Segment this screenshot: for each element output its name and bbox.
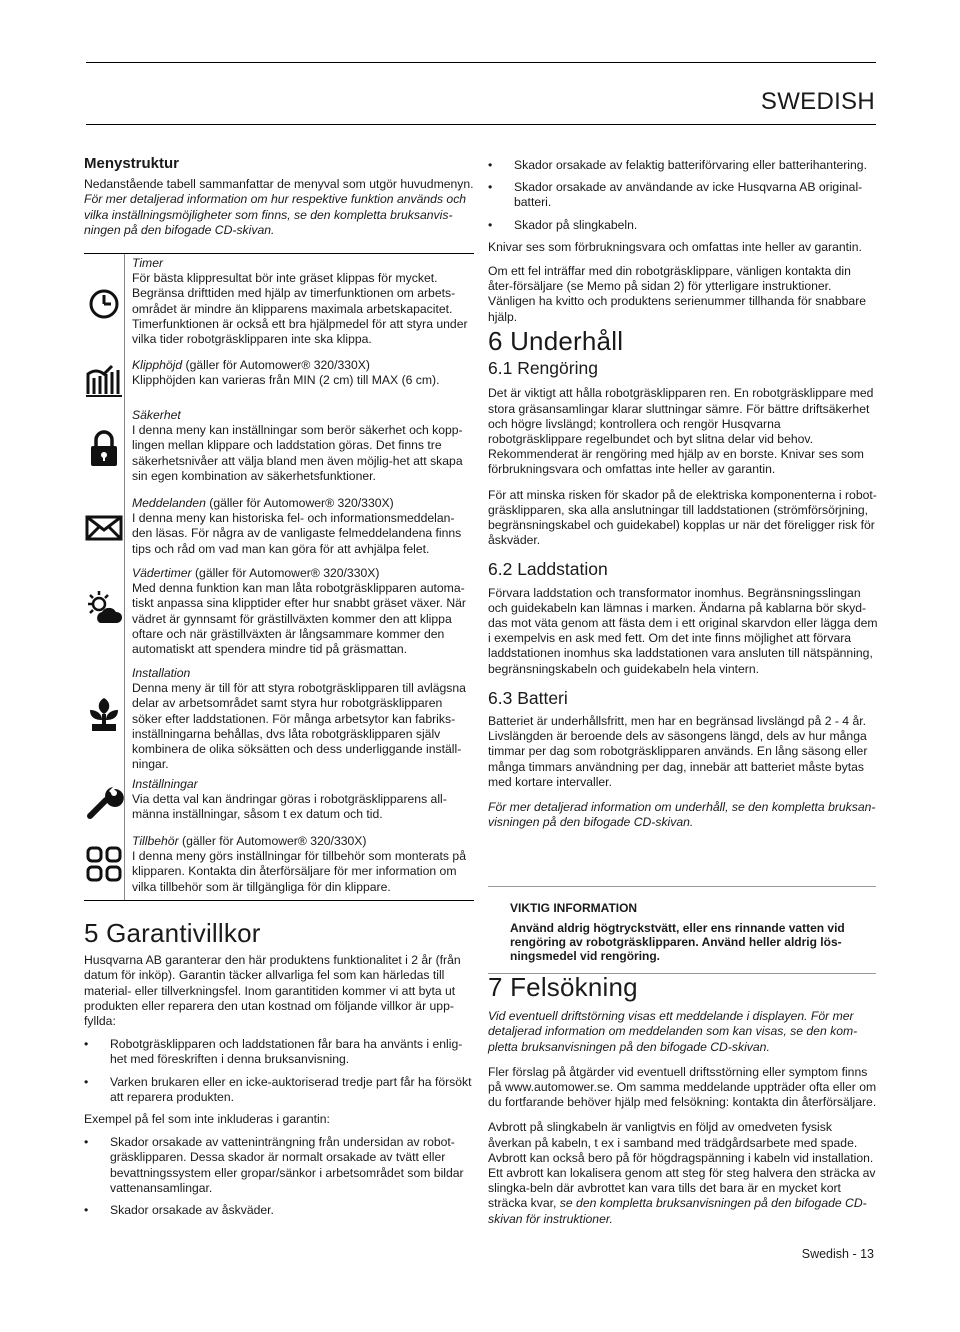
cleaning-p1: Det är viktigt att hålla robotgräsklipparen ren. En robotgräsklippare med stora gräsansamlingar klarar sluttningar sämre. För bättre driftsäkerhet och högre livslängd; kontrollera och rengör Husqvarna robotgräsklippare regelbundet och byt slitna delar vid behov. Rekommenderat är rengöring med hjälp av en borste. Knivar ses som förbrukningsvara och omfattas inte heller av garantin. — [488, 386, 874, 477]
accessories-grid-icon — [84, 844, 124, 884]
menu-intro-plain: Nedanstående tabell sammanfattar de menyval som utgör huvudmenyn. — [84, 177, 474, 192]
cleaning-title: 6.1 Rengöring — [488, 358, 598, 379]
menu-item-title: Vädertimer — [132, 566, 192, 580]
menu-item-title-suffix: (gäller för Automower® 320/330X) — [205, 496, 394, 510]
troubleshooting-p3 — [488, 1120, 878, 1226]
warranty-knivar: Knivar ses som förbrukningsvara och omfattas inte heller av garantin. — [488, 239, 862, 254]
menu-item-messages — [84, 496, 474, 562]
menu-item-accessories — [84, 834, 474, 898]
menu-item-cutting-height — [84, 358, 474, 402]
menu-item-title: Tillbehör — [132, 834, 179, 848]
warranty-exclusions-title: Exempel på fel som inte inkluderas i garantin: — [84, 1112, 330, 1127]
station-p: Förvara laddstation och transformator inomhus. Begränsningsslingan och guidekabeln kan lämnas i marken. Ändarna på kablarna bör skyd-das mot väta genom att fästa dem i ett original skarvdon eller lägga dem i exempelvis en ask med fett. Om det inte finns möjlighet att förvara laddstationen inomhus ska laddstationen vara ansluten till nätspänning, begränsningskabeln och guidekabeln hela vintern. — [488, 585, 878, 676]
important-label: VIKTIG INFORMATION — [510, 901, 638, 915]
warranty-conditions — [84, 1037, 474, 1105]
menu-table-top-rule — [84, 253, 474, 254]
menu-table-bottom-rule — [84, 900, 474, 901]
troubleshooting-p3-italic: se den kompletta bruksanvisningen på den bifogade CD-skivan för instruktioner. — [488, 1196, 867, 1226]
list-item: • Skador på slingkabeln. — [488, 218, 878, 233]
menu-item-body: Denna meny är till för att styra robotgräsklipparen till avlägsna delar av arbetsområdet samt styra hur robotgräsklipparen söker efter laddstationen. För många arbetsytor kan fabriks-inställningarna behållas, dvs låta robotgräsklipparen själv kombinera de olika söksätten och dess underliggande inställ-ningar. — [132, 681, 466, 772]
warranty-intro: Husqvarna AB garanterar den här produktens funktionalitet i 2 år (från datum för inköp). Garantin täcker allvarliga fel som kan härledas till material- eller tillverkningsfel. Inom garantitiden kommer vi att byta ut produkten eller reparera den utan kostnad om följande villkor är upp-fyllda: — [84, 953, 461, 1029]
menu-item-title: Timer — [132, 256, 164, 270]
important-info-box — [488, 886, 876, 974]
warranty-continued — [488, 158, 878, 325]
envelope-icon — [84, 508, 124, 548]
menu-item-body: I denna meny kan historiska fel- och informationsmeddelan-den läsas. För några av de vanligaste felmeddelandena finns tips och råd om vad man kan göra för att avhjälpa felet. — [132, 511, 462, 556]
troubleshooting-title: 7 Felsökning — [488, 972, 638, 1002]
menu-item-title: Meddelanden — [132, 496, 206, 510]
padlock-icon — [84, 428, 124, 468]
menu-item-weather-timer — [84, 566, 474, 662]
troubleshooting-p1: Vid eventuell driftstörning visas ett meddelande i displayen. För mer detaljerad information om meddelanden som kan visas, se den kom-pletta bruksanvisningen på den bifogade CD-skivan. — [488, 1009, 858, 1054]
wrench-icon — [84, 781, 124, 821]
top-rule — [86, 62, 876, 63]
list-item: • Skador orsakade av åskväder. — [84, 1203, 474, 1218]
battery-title: 6.3 Batteri — [488, 687, 568, 708]
menu-intro-italic: För mer detaljerad information om hur respektive funktion används och vilka inställningsmöjligheter som finns, se den kompletta bruksanvis-ningen på den bifogade CD-skivan. — [84, 192, 467, 237]
menu-item-body: För bästa klippresultat bör inte gräset klippas för mycket. Begränsa drifttiden med hjälp av timerfunktionen om arbets-området är mindre än klipparens maximala arbetskapacitet. Timerfunktionen är också ett bra hjälpmedel för att styra under vilka tider robotgräsklipparen inte ska klippa. — [132, 271, 468, 347]
maintenance-section — [488, 326, 878, 830]
troubleshooting-section — [488, 972, 878, 1227]
warranty-contact: Om ett fel inträffar med din robotgräsklippare, vänligen kontakta din åter-försäljare (se Memo på sidan 2) för ytterligare instruktioner. Vänligen ha kvitto och produktens serienummer tillhanda för snabbare hjälp. — [488, 264, 867, 324]
warranty-title: 5 Garantivillkor — [84, 918, 261, 948]
battery-italic: För mer detaljerad information om underhåll, se den kompletta bruksan-visningen på den bifogade CD-skivan. — [488, 800, 876, 830]
warranty-exclusions-continued — [488, 158, 878, 233]
list-item: • Skador orsakade av vatteninträngning från undersidan av robot-gräsklipparen. Dessa skador är normalt orsakade av tvätt eller bevattningssystem eller gropar/sänkor i arbetsområdet som bildar vattenansamlingar. — [84, 1135, 474, 1196]
plant-icon — [84, 694, 124, 734]
list-item: • Varken brukaren eller en icke-auktoriserad tredje part får ha försökt att reparera produkten. — [84, 1075, 474, 1105]
warranty-section — [84, 918, 474, 1225]
sun-cloud-icon — [84, 588, 124, 628]
battery-p: Batteriet är underhållsfritt, men har en begränsad livslängd på 2 - 4 år. Livslängden är beroende dels av säsongens längd, dels av hur många timmar per dag som robotgräsklipparen används. En lång säsong eller många timmars användning per dag, innebär att batteriet måste bytas med kortare intervaller. — [488, 714, 868, 789]
important-text: Använd aldrig högtryckstvätt, eller ens rinnande vatten vid rengöring av robotgräsklipparen. Använd heller aldrig lös-ningsmedel vid rengöring. — [510, 921, 845, 963]
menu-item-title-suffix: (gäller för Automower® 320/330X) — [182, 358, 370, 372]
cleaning-p2: För att minska risken för skador på de elektriska komponenterna i robot-gräsklipparen, ska alla anslutningar till laddstationen (strömförsörjning, begränsningskabel och guidekabel) kopplas ur när det föreligger risk för åskväder. — [488, 487, 877, 548]
list-item: • Robotgräsklipparen och laddstationen får bara ha använts i enlig-het med föreskriften i denna bruksanvisning. — [84, 1037, 474, 1067]
menu-item-body: Med denna funktion kan man låta robotgräsklipparen automa-tiskt anpassa sina klipptider efter hur snabbt gräset växer. När vädret är gynnsamt för grästillväxten kommer den att klippa oftare och när grästillväxten är långsammare kommer den automatiskt att spendera mindre tid på gräsmattan. — [132, 581, 466, 657]
menu-item-title-suffix: (gäller för Automower® 320/330X) — [178, 834, 367, 848]
menu-item-title-suffix: (gäller för Automower® 320/330X) — [191, 566, 380, 580]
cutting-height-icon — [84, 360, 124, 400]
menu-intro-block — [84, 156, 474, 238]
menu-item-settings — [84, 777, 474, 829]
menu-item-title: Inställningar — [132, 777, 198, 791]
language-header: SWEDISH — [760, 88, 875, 115]
troubleshooting-p2: Fler förslag på åtgärder vid eventuell driftsstörning eller symptom finns på www.automower.se. Om samma meddelande uppträder ofta eller om du fortfarande behöver hjälp med felsökning: kontakta din återförsäljare. — [488, 1064, 877, 1110]
menu-item-body: I denna meny kan inställningar som berör säkerhet och kopp-lingen mellan klippare och laddstation göras. Det finns tre säkerhetsnivåer att välja bland men även möjlig-het att skapa sin egen kombination av säkerhetsfunktioner. — [132, 423, 463, 483]
menu-item-title: Installation — [132, 666, 191, 680]
menu-item-security — [84, 408, 474, 492]
station-title: 6.2 Laddstation — [488, 559, 608, 580]
list-item: • Skador orsakade av felaktig batteriförvaring eller batterihantering. — [488, 158, 878, 173]
list-item: • Skador orsakade av användande av icke Husqvarna AB original-batteri. — [488, 180, 878, 210]
warranty-exclusions — [84, 1135, 474, 1218]
menu-item-title: Säkerhet — [132, 408, 181, 422]
menu-section-title: Menystruktur — [84, 155, 180, 172]
clock-icon — [84, 284, 124, 324]
maintenance-title: 6 Underhåll — [488, 326, 624, 356]
header-rule — [86, 124, 876, 125]
troubleshooting-p3-plain: Avbrott på slingkabeln är vanligtvis en följd av omedveten fysisk åverkan på kabeln, t ex i samband med trädgårdsarbete med spade. Avbrott kan också bero på för högdragspänning i kabeln vid installation. Ett avbrott kan lokalisera genom att steg för steg halvera den sträcka av slingka-beln där avbrottet kan vara tills det bara är en mycket kort sträcka kvar, — [488, 1120, 876, 1211]
menu-item-title: Klipphöjd — [132, 358, 183, 372]
menu-item-installation — [84, 666, 474, 774]
menu-item-body: I denna meny görs inställningar för tillbehör som monterats på klipparen. Kontakta din återförsäljare för mer information om vilka tillbehör som är tillgängliga för din klippare. — [132, 849, 466, 894]
menu-item-timer — [84, 256, 474, 356]
menu-item-body: Klipphöjden kan varieras från MIN (2 cm) till MAX (6 cm). — [132, 373, 440, 388]
menu-item-body: Via detta val kan ändringar göras i robotgräsklipparens all-männa inställningar, såsom t ex datum och tid. — [132, 792, 447, 822]
page-number: Swedish - 13 — [801, 1247, 874, 1261]
